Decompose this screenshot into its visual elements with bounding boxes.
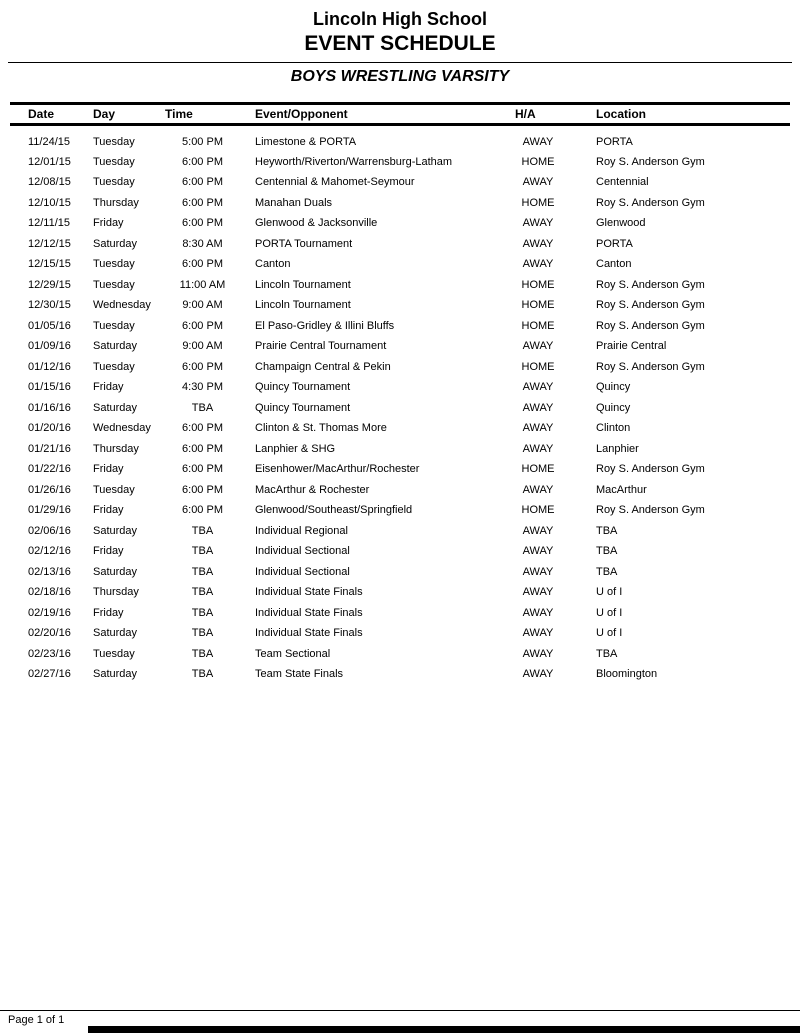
- cell-day: Tuesday: [93, 136, 135, 148]
- cell-day: Friday: [93, 504, 124, 516]
- cell-location: TBA: [596, 647, 618, 660]
- cell-day: Friday: [93, 606, 124, 619]
- cell-day: Friday: [93, 463, 124, 475]
- cell-location: PORTA: [596, 136, 633, 148]
- document-header: [0, 0, 800, 57]
- cell-day: Tuesday: [93, 319, 135, 332]
- cell-event: Clinton & St. Thomas More: [255, 422, 387, 434]
- column-header-day: Day: [90, 103, 160, 124]
- cell-day: Wednesday: [93, 422, 151, 434]
- cell-event: Team State Finals: [255, 668, 344, 680]
- cell-time: 6:00 PM: [182, 483, 223, 496]
- cell-ha: AWAY: [522, 606, 554, 619]
- table-row: [10, 295, 790, 316]
- cell-event: Glenwood & Jacksonville: [255, 217, 378, 229]
- header-divider: [8, 62, 792, 63]
- cell-day: Tuesday: [93, 483, 135, 496]
- cell-ha: HOME: [521, 463, 555, 475]
- cell-day: Saturday: [93, 627, 138, 639]
- cell-time: 6:00 PM: [182, 217, 223, 229]
- table-row: [10, 623, 790, 644]
- table-row: [10, 418, 790, 439]
- table-row: [10, 172, 790, 193]
- cell-ha: AWAY: [522, 176, 554, 188]
- column-header-time: Time: [160, 103, 245, 124]
- cell-event: Lincoln Tournament: [255, 299, 351, 311]
- cell-time: 4:30 PM: [182, 381, 223, 393]
- cell-date: 11/24/15: [28, 136, 71, 148]
- cell-day: Saturday: [93, 668, 138, 680]
- column-header-location: Location: [561, 103, 790, 124]
- cell-date: 01/29/16: [28, 504, 71, 516]
- cell-time: 8:30 AM: [182, 237, 223, 250]
- cell-date: 01/05/16: [28, 319, 71, 332]
- cell-ha: AWAY: [522, 401, 554, 414]
- page-number-label: Page 1 of 1: [8, 1014, 65, 1026]
- cell-date: 02/20/16: [28, 627, 71, 639]
- cell-time: 9:00 AM: [182, 340, 223, 352]
- cell-time: 6:00 PM: [182, 504, 223, 516]
- footer-divider: [0, 1010, 800, 1011]
- table-row: [10, 479, 790, 500]
- cell-date: 01/12/16: [28, 360, 71, 373]
- cell-time: 6:00 PM: [182, 463, 223, 475]
- cell-event: Individual Regional: [255, 524, 348, 537]
- cell-date: 12/10/15: [28, 196, 71, 209]
- cell-ha: AWAY: [522, 586, 554, 598]
- cell-ha: AWAY: [522, 237, 554, 250]
- cell-ha: AWAY: [522, 524, 554, 537]
- cell-ha: AWAY: [522, 422, 554, 434]
- school-name: Lincoln High School: [313, 9, 487, 29]
- cell-location: Roy S. Anderson Gym: [596, 463, 705, 475]
- cell-date: 12/11/15: [28, 217, 71, 229]
- cell-time: 6:00 PM: [182, 258, 223, 270]
- cell-event: Lincoln Tournament: [255, 278, 351, 291]
- cell-day: Friday: [93, 217, 124, 229]
- cell-location: Roy S. Anderson Gym: [596, 196, 705, 209]
- cell-day: Saturday: [93, 401, 138, 414]
- cell-date: 01/20/16: [28, 422, 71, 434]
- cell-time: 6:00 PM: [182, 155, 223, 168]
- cell-time: TBA: [191, 401, 214, 414]
- cell-event: Lanphier & SHG: [255, 442, 336, 455]
- cell-event: El Paso-Gridley & Illini Bluffs: [255, 319, 395, 332]
- table-row: [10, 336, 790, 357]
- cell-location: Roy S. Anderson Gym: [596, 278, 705, 291]
- cell-event: Prairie Central Tournament: [255, 340, 387, 352]
- cell-location: U of I: [596, 627, 623, 639]
- cell-event: Canton: [255, 258, 291, 270]
- cell-date: 01/21/16: [28, 442, 71, 455]
- cell-event: Individual Sectional: [255, 565, 350, 578]
- table-row: [10, 192, 790, 213]
- cell-location: Roy S. Anderson Gym: [596, 155, 705, 168]
- cell-ha: HOME: [521, 319, 555, 332]
- cell-time: TBA: [191, 627, 214, 639]
- cell-ha: AWAY: [522, 668, 554, 680]
- cell-location: Lanphier: [596, 442, 639, 455]
- cell-ha: AWAY: [522, 627, 554, 639]
- cell-event: MacArthur & Rochester: [255, 483, 370, 496]
- cell-day: Friday: [93, 545, 124, 557]
- cell-location: Roy S. Anderson Gym: [596, 360, 705, 373]
- cell-day: Thursday: [93, 196, 139, 209]
- cell-location: U of I: [596, 586, 623, 598]
- cell-time: 6:00 PM: [182, 422, 223, 434]
- cell-day: Thursday: [93, 586, 139, 598]
- cell-event: Team Sectional: [255, 647, 331, 660]
- cell-date: 12/01/15: [28, 155, 71, 168]
- cell-date: 12/29/15: [28, 278, 71, 291]
- cell-day: Friday: [93, 381, 124, 393]
- cell-day: Saturday: [93, 237, 138, 250]
- cell-day: Tuesday: [93, 258, 135, 270]
- cell-ha: AWAY: [522, 258, 554, 270]
- cell-ha: HOME: [521, 504, 555, 516]
- column-header-event: Event/Opponent: [245, 103, 515, 124]
- cell-event: Eisenhower/MacArthur/Rochester: [255, 463, 420, 475]
- table-row: [10, 356, 790, 377]
- cell-event: Limestone & PORTA: [255, 136, 357, 148]
- column-header-date: Date: [10, 103, 90, 124]
- cell-location: Roy S. Anderson Gym: [596, 299, 705, 311]
- cell-location: Bloomington: [596, 668, 658, 680]
- cell-ha: AWAY: [522, 340, 554, 352]
- cell-time: 6:00 PM: [182, 360, 223, 373]
- table-row: [10, 254, 790, 275]
- cell-time: 5:00 PM: [182, 136, 223, 148]
- cell-event: Individual State Finals: [255, 606, 363, 619]
- cell-location: TBA: [596, 545, 618, 557]
- cell-day: Tuesday: [93, 360, 135, 373]
- cell-date: 01/26/16: [28, 483, 71, 496]
- cell-event: Manahan Duals: [255, 196, 333, 209]
- cell-ha: AWAY: [522, 381, 554, 393]
- cell-location: Roy S. Anderson Gym: [596, 504, 705, 516]
- cell-date: 02/19/16: [28, 606, 71, 619]
- table-body: [10, 124, 790, 684]
- cell-day: Saturday: [93, 524, 138, 537]
- cell-event: Heyworth/Riverton/Warrensburg-Latham: [255, 155, 453, 168]
- table-row: [10, 397, 790, 418]
- cell-event: Quincy Tournament: [255, 381, 351, 393]
- table-row: [10, 664, 790, 685]
- cell-event: Centennial & Mahomet-Seymour: [255, 176, 415, 188]
- cell-time: 6:00 PM: [182, 196, 223, 209]
- cell-ha: HOME: [521, 155, 555, 168]
- cell-date: 12/30/15: [28, 299, 71, 311]
- table-row: [10, 377, 790, 398]
- table-row: [10, 233, 790, 254]
- cell-ha: AWAY: [522, 136, 554, 148]
- table-row: [10, 561, 790, 582]
- cell-date: 12/08/15: [28, 176, 71, 188]
- cell-location: Glenwood: [596, 217, 646, 229]
- cell-event: Champaign Central & Pekin: [255, 360, 391, 373]
- cell-time: TBA: [191, 647, 214, 660]
- cell-location: Roy S. Anderson Gym: [596, 319, 705, 332]
- cell-date: 02/13/16: [28, 565, 71, 578]
- table-row: [10, 643, 790, 664]
- cell-date: 01/16/16: [28, 401, 71, 414]
- cell-time: 9:00 AM: [182, 299, 223, 311]
- cell-location: U of I: [596, 606, 623, 619]
- table-row: [10, 213, 790, 234]
- cell-location: Centennial: [596, 176, 649, 188]
- cell-date: 12/12/15: [28, 237, 71, 250]
- cell-ha: AWAY: [522, 647, 554, 660]
- cell-location: MacArthur: [596, 483, 647, 496]
- cell-date: 12/15/15: [28, 258, 71, 270]
- table-header-row: [10, 103, 790, 124]
- table-head: [10, 103, 790, 124]
- cell-date: 02/12/16: [28, 545, 71, 557]
- schedule-table: [10, 102, 790, 685]
- cell-time: 6:00 PM: [182, 442, 223, 455]
- cell-date: 02/18/16: [28, 586, 71, 598]
- cell-date: 02/23/16: [28, 647, 71, 660]
- table-row: [10, 541, 790, 562]
- column-header-ha: H/A: [515, 103, 561, 124]
- cell-day: Tuesday: [93, 647, 135, 660]
- cell-ha: HOME: [521, 299, 555, 311]
- footer-black-bar: [88, 1026, 800, 1033]
- cell-date: 02/06/16: [28, 524, 71, 537]
- cell-time: 6:00 PM: [182, 319, 223, 332]
- cell-time: TBA: [191, 606, 214, 619]
- cell-location: Prairie Central: [596, 340, 667, 352]
- cell-time: TBA: [191, 586, 214, 598]
- table-row: [10, 520, 790, 541]
- table-row: [10, 459, 790, 480]
- cell-event: Quincy Tournament: [255, 401, 351, 414]
- cell-day: Tuesday: [93, 278, 135, 291]
- cell-day: Tuesday: [93, 176, 135, 188]
- cell-event: Individual State Finals: [255, 627, 363, 639]
- cell-ha: HOME: [521, 360, 555, 373]
- cell-date: 02/27/16: [28, 668, 71, 680]
- document-subtitle: BOYS WRESTLING VARSITY: [290, 67, 510, 85]
- cell-location: Quincy: [596, 401, 631, 414]
- cell-day: Saturday: [93, 565, 138, 578]
- cell-ha: AWAY: [522, 545, 554, 557]
- cell-time: TBA: [191, 524, 214, 537]
- cell-time: TBA: [191, 668, 214, 680]
- cell-time: TBA: [191, 545, 214, 557]
- table-row: [10, 582, 790, 603]
- table-row: [10, 124, 790, 151]
- cell-day: Thursday: [93, 442, 139, 455]
- table-row: [10, 500, 790, 521]
- cell-event: Glenwood/Southeast/Springfield: [255, 504, 413, 516]
- cell-ha: AWAY: [522, 217, 554, 229]
- cell-ha: HOME: [521, 196, 555, 209]
- cell-location: TBA: [596, 565, 618, 578]
- cell-day: Saturday: [93, 340, 138, 352]
- cell-time: 11:00 AM: [179, 278, 226, 291]
- table-row: [10, 315, 790, 336]
- cell-date: 01/15/16: [28, 381, 71, 393]
- cell-ha: AWAY: [522, 565, 554, 578]
- cell-location: Clinton: [596, 422, 631, 434]
- cell-ha: HOME: [521, 278, 555, 291]
- cell-event: Individual Sectional: [255, 545, 350, 557]
- cell-location: PORTA: [596, 237, 633, 250]
- table-row: [10, 151, 790, 172]
- cell-location: Quincy: [596, 381, 631, 393]
- cell-time: 6:00 PM: [182, 176, 223, 188]
- document-title: EVENT SCHEDULE: [304, 31, 496, 55]
- cell-day: Tuesday: [93, 155, 135, 168]
- cell-event: PORTA Tournament: [255, 237, 353, 250]
- cell-time: TBA: [191, 565, 214, 578]
- cell-ha: AWAY: [522, 442, 554, 455]
- cell-event: Individual State Finals: [255, 586, 363, 598]
- cell-location: Canton: [596, 258, 632, 270]
- table-row: [10, 438, 790, 459]
- cell-date: 01/09/16: [28, 340, 71, 352]
- table-row: [10, 602, 790, 623]
- cell-day: Wednesday: [93, 299, 151, 311]
- cell-location: TBA: [596, 524, 618, 537]
- cell-ha: AWAY: [522, 483, 554, 496]
- cell-date: 01/22/16: [28, 463, 71, 475]
- table-row: [10, 274, 790, 295]
